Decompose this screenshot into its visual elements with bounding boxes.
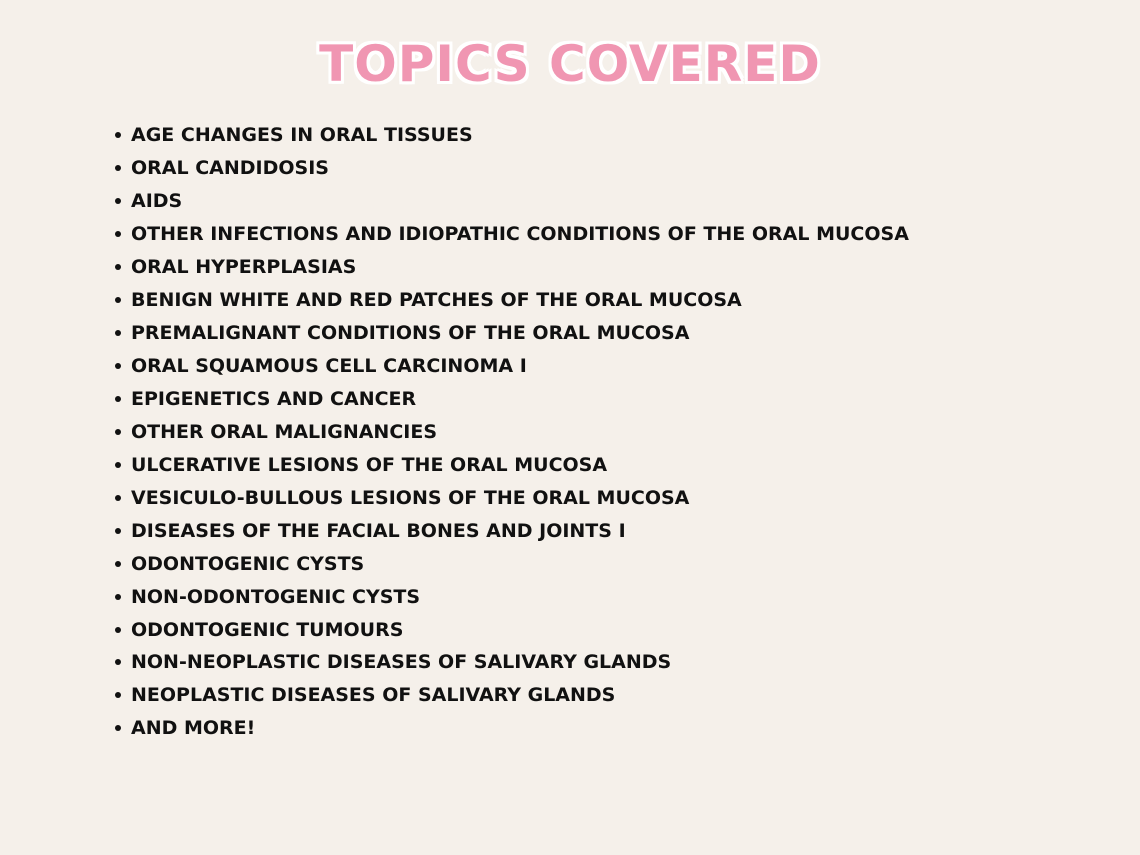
list-item [112, 383, 909, 416]
list-item [112, 646, 909, 679]
topic-label: ORAL SQUAMOUS CELL CARCINOMA I [131, 355, 527, 378]
bullet-icon [115, 231, 121, 237]
topic-label: EPIGENETICS AND CANCER [131, 387, 417, 410]
topic-label: OTHER ORAL MALIGNANCIES [131, 420, 438, 443]
topic-label: ULCERATIVE LESIONS OF THE ORAL MUCOSA [131, 453, 608, 476]
list-item [112, 350, 909, 383]
list-item [112, 119, 909, 152]
bullet-icon [115, 462, 121, 468]
topic-label: AIDS [131, 190, 183, 213]
list-item [112, 514, 909, 547]
bullet-icon [115, 297, 121, 303]
list-item [112, 580, 909, 613]
list-item [112, 415, 909, 448]
topic-label: ODONTOGENIC TUMOURS [131, 618, 404, 641]
topic-label: OTHER INFECTIONS AND IDIOPATHIC CONDITIONS OF THE ORAL MUCOSA [131, 223, 909, 246]
topic-label: BENIGN WHITE AND RED PATCHES OF THE ORAL MUCOSA [131, 289, 742, 312]
list-item [112, 152, 909, 185]
topic-label: AGE CHANGES IN ORAL TISSUES [131, 124, 473, 147]
list-item [112, 547, 909, 580]
topic-label: NON-ODONTOGENIC CYSTS [131, 585, 421, 608]
topic-label: NON-NEOPLASTIC DISEASES OF SALIVARY GLANDS [131, 651, 672, 674]
list-item [112, 481, 909, 514]
bullet-icon [115, 264, 121, 270]
bullet-icon [115, 692, 121, 698]
list-item [112, 218, 909, 251]
bullet-icon [115, 132, 121, 138]
bullet-icon [115, 198, 121, 204]
list-item [112, 712, 909, 745]
list-item [112, 448, 909, 481]
bullet-icon [115, 561, 121, 567]
topic-label: ORAL CANDIDOSIS [131, 157, 329, 180]
topic-label: NEOPLASTIC DISEASES OF SALIVARY GLANDS [131, 684, 616, 707]
bullet-icon [115, 396, 121, 402]
topic-label: VESICULO-BULLOUS LESIONS OF THE ORAL MUCOSA [131, 486, 690, 509]
topics-list [112, 119, 909, 745]
bullet-icon [115, 659, 121, 665]
bullet-icon [115, 495, 121, 501]
list-item [112, 317, 909, 350]
list-item [112, 613, 909, 646]
topic-label: PREMALIGNANT CONDITIONS OF THE ORAL MUCOSA [131, 322, 690, 345]
bullet-icon [115, 627, 121, 633]
list-item [112, 251, 909, 284]
page-title: TOPICS COVERED [319, 35, 821, 93]
bullet-icon [115, 528, 121, 534]
bullet-icon [115, 594, 121, 600]
bullet-icon [115, 725, 121, 731]
bullet-icon [115, 429, 121, 435]
list-item [112, 284, 909, 317]
topic-label: ODONTOGENIC CYSTS [131, 552, 365, 575]
topic-label: ORAL HYPERPLASIAS [131, 256, 357, 279]
bullet-icon [115, 165, 121, 171]
bullet-icon [115, 363, 121, 369]
topic-label: AND MORE! [131, 717, 256, 740]
bullet-icon [115, 330, 121, 336]
list-item [112, 185, 909, 218]
topic-label: DISEASES OF THE FACIAL BONES AND JOINTS I [131, 519, 626, 542]
list-item [112, 679, 909, 712]
